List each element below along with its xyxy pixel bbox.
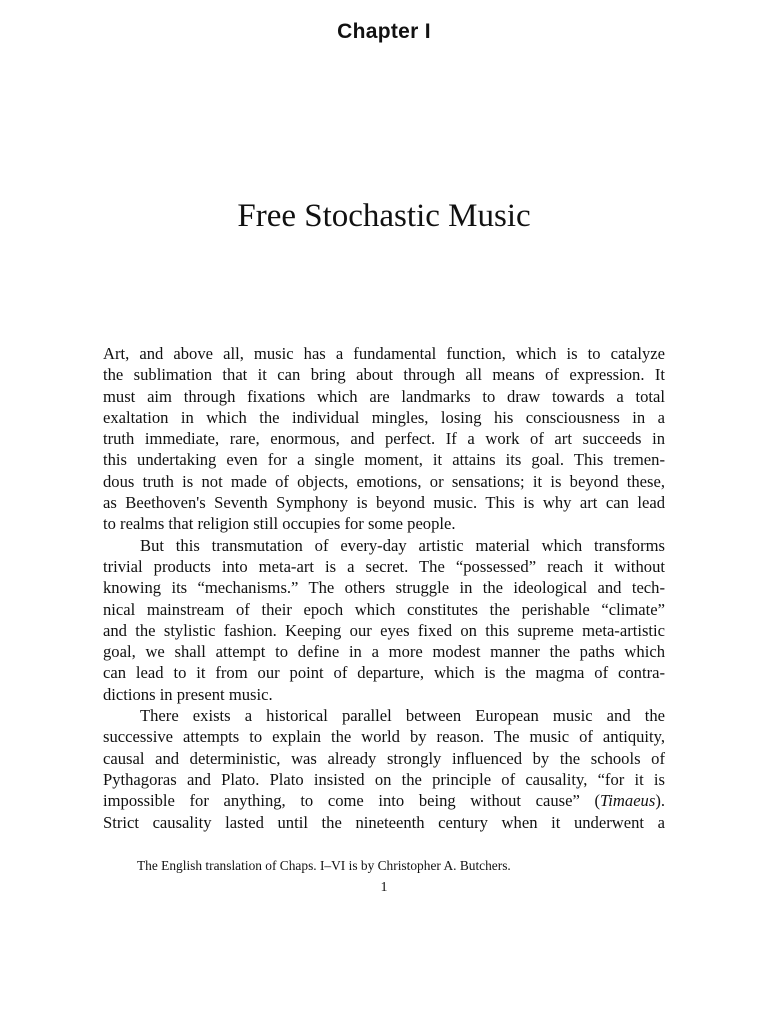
paragraph-3-line: causal and deterministic, was already strongly influenced by the schools of — [103, 748, 665, 768]
paragraph-3-line: Strict causality lasted until the nineteenth century when it underwent a — [103, 812, 665, 832]
paragraph-1-line: Art, and above all, music has a fundamental function, which is to catalyze — [103, 344, 665, 363]
paragraph-1-line: exaltation in which the individual mingles, losing his consciousness in a — [103, 407, 665, 427]
paragraph-1-line: dous truth is not made of objects, emotions, or sensations; it is beyond these, — [103, 471, 665, 491]
paragraph-2-line: knowing its “mechanisms.” The others struggle in the ideological and tech- — [103, 578, 665, 598]
footnote: The English translation of Chaps. I–VI is by Christopher A. Butchers. — [137, 858, 511, 873]
paragraph-2-line: nical mainstream of their epoch which constitutes the perishable “climate” — [103, 599, 665, 619]
body-text — [103, 343, 665, 833]
line-text: ). — [655, 791, 665, 811]
page-number: 1 — [380, 880, 388, 895]
paragraph-2-line: and the stylistic fashion. Keeping our eyes fixed on this supreme meta-artistic — [103, 620, 665, 640]
chapter-label: Chapter I — [337, 20, 431, 43]
paragraph-1-line: must aim through fixations which are landmarks to draw towards a total — [103, 386, 665, 406]
paragraph-1-line: to realms that religion still occupies for some people. — [103, 514, 456, 534]
paragraph-2-line: can lead to it from our point of departure, which is the magma of contra- — [103, 663, 665, 683]
paragraph-1-line: as Beethoven's Seventh Symphony is beyond music. This is why art can lead — [103, 493, 665, 513]
paragraph-1-line: this undertaking even for a single moment, it attains its goal. This tremen- — [103, 450, 665, 470]
paragraph-1-line: the sublimation that it can bring about through all means of expression. It — [103, 365, 665, 385]
paragraph-2-line: trivial products into meta-art is a secret. The “possessed” reach it without — [103, 556, 665, 576]
paragraph-1-line: truth immediate, rare, enormous, and perfect. If a work of art succeeds in — [103, 429, 665, 449]
line-text: impossible for anything, to come into being without cause” ( — [103, 791, 600, 811]
paragraph-3-line: There exists a historical parallel between European music and the — [140, 706, 665, 726]
paragraph-2-line: goal, we shall attempt to define in a more modest manner the paths which — [103, 642, 665, 662]
paragraph-2-line: But this transmutation of every-day artistic material which transforms — [140, 535, 665, 555]
paragraph-2-line: dictions in present music. — [103, 684, 273, 704]
paragraph-3-line: successive attempts to explain the world by reason. The music of antiquity, — [103, 727, 665, 747]
citation-timaeus: Timaeus — [599, 791, 656, 811]
chapter-title: Free Stochastic Music — [237, 198, 531, 234]
paragraph-3-line-with-citation — [103, 790, 665, 811]
paragraph-3-line: Pythagoras and Plato. Plato insisted on the principle of causality, “for it is — [103, 769, 665, 789]
